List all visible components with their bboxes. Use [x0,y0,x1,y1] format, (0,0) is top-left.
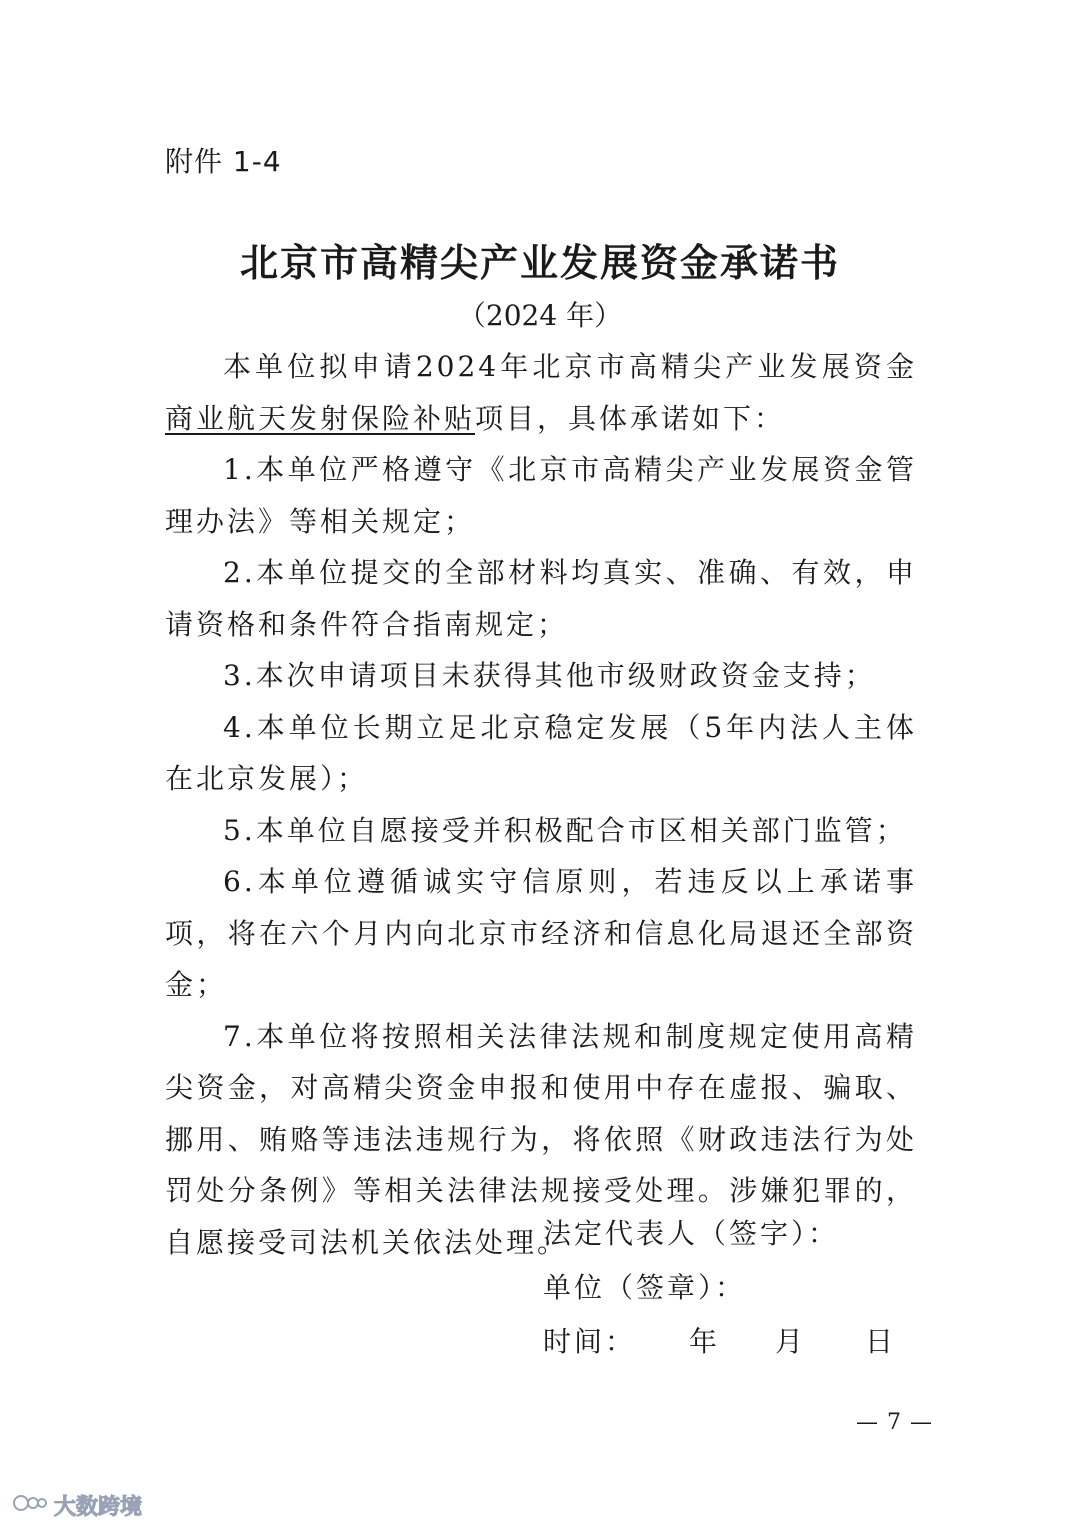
watermark-logo-icon [12,1491,48,1521]
intro-text: 本单位拟申请2024年北京市高精尖产业发展资金 [223,350,917,383]
commitment-item-4: 4.本单位长期立足北京稳定发展（5年内法人主体在北京发展）； [165,710,917,795]
commitment-item-7: 7.本单位将按照相关法律法规和制度规定使用高精尖资金，对高精尖资金申报和使用中存在虚报、骗取、挪用、贿赂等违法违规行为，将依照《财政违法行为处罚处分条例》等相关法律法规接受处理。涉嫌犯罪的，自愿接受司法机关依法处理。 [165,1019,917,1259]
attachment-label: 附件 1-4 [165,145,282,178]
commitment-item-6: 6.本单位遵循诚实守信原则，若违反以上承诺事项，将在六个月内向北京市经济和信息化局退还全部资金； [165,865,917,1001]
intro-text-end: 项目，具体承诺如下： [475,401,786,435]
watermark [12,1490,142,1521]
document-body [165,341,917,1268]
time-label: 时间： [543,1325,637,1358]
intro-paragraph [165,341,917,444]
legal-representative-line: 法定代表人（签字）： [543,1217,840,1250]
commitment-item-1: 1.本单位严格遵守《北京市高精尖产业发展资金管理办法》等相关规定； [165,453,917,538]
year-label: 年 [689,1325,721,1358]
project-name: 商业航天发射保险补贴 [165,401,476,435]
document-year: （2024 年） [457,299,623,332]
watermark-text: 大数跨境 [54,1495,143,1520]
document-title: 北京市高精尖产业发展资金承诺书 [239,241,840,285]
month-label: 月 [775,1325,807,1358]
date-line [543,1315,896,1369]
unit-seal-line: 单位（签章）： [543,1271,747,1304]
day-label: 日 [865,1325,897,1358]
commitment-item-2: 2.本单位提交的全部材料均真实、准确、有效，申请资格和条件符合指南规定； [165,556,917,641]
page-number: — 7 — [856,1410,933,1435]
commitment-item-3: 3.本次申请项目未获得其他市级财政资金支持； [223,659,876,692]
commitment-item-5: 5.本单位自愿接受并积极配合市区相关部门监管； [223,813,907,847]
signature-block [543,1207,896,1369]
